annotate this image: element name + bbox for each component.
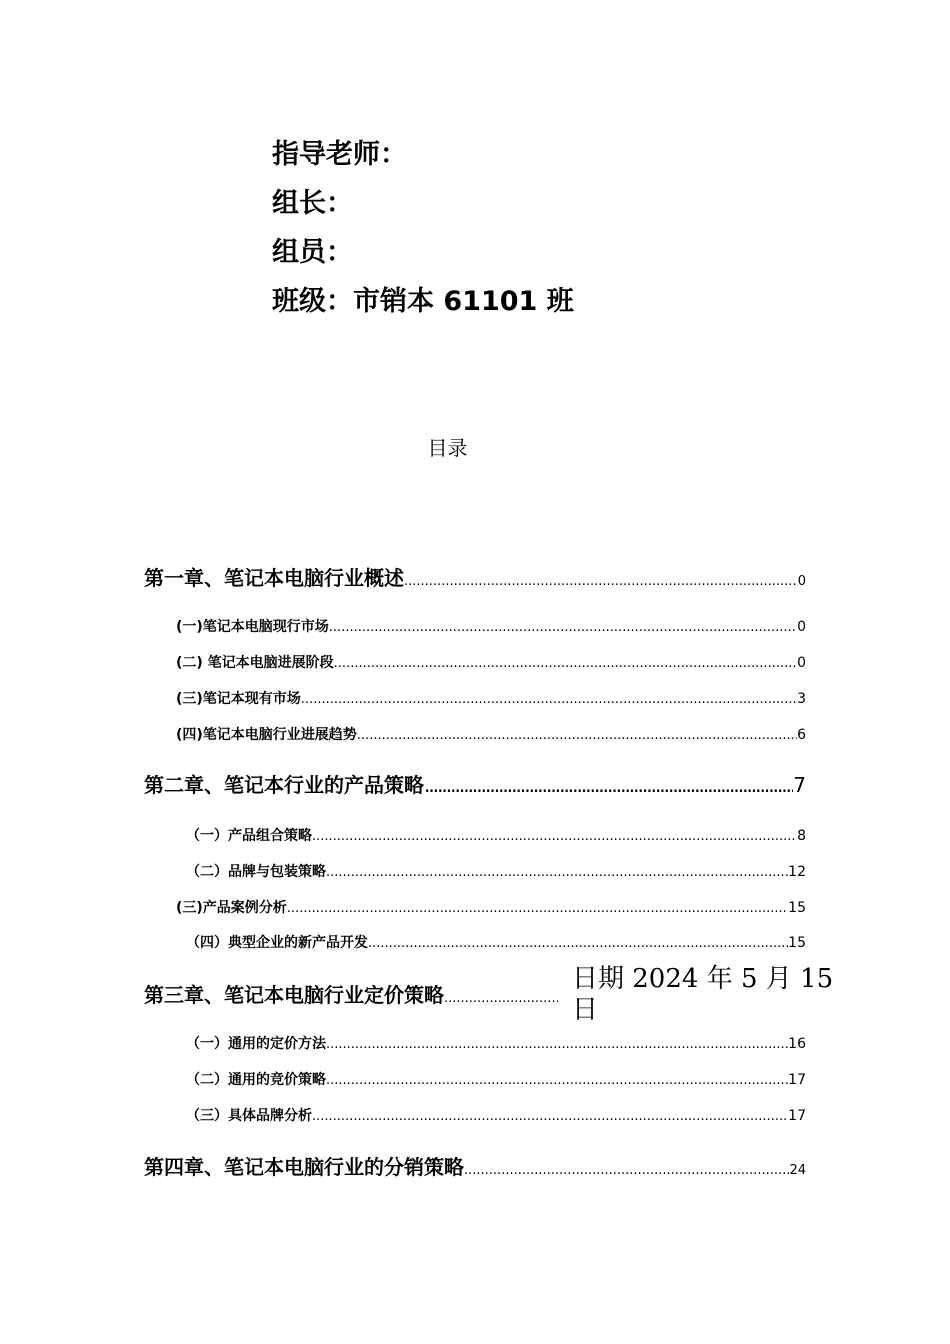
toc-leader-dots [312,829,797,844]
toc-section-2-4[interactable] [186,932,806,954]
toc-page-number: 0 [797,574,806,589]
toc-section-1-1[interactable] [176,616,806,638]
class-label: 班级：市销本 61101 班 [272,286,574,317]
toc-page-number: 24 [789,1163,806,1178]
toc-leader-dots [326,1037,788,1052]
toc-page-number: 0 [797,655,806,671]
toc-section-3-3[interactable] [186,1105,806,1127]
toc-entry-title: （二）通用的竞价策略 [186,1072,326,1088]
toc-chapter-4[interactable] [144,1151,806,1181]
toc-entry-title: (三)产品案例分析 [176,900,287,916]
toc-page-number: 16 [788,1036,806,1052]
toc-page-number: 6 [797,727,806,743]
toc-section-1-3[interactable] [176,688,806,710]
toc-entry-title: (四)笔记本电脑行业进展趋势 [176,727,357,743]
toc-entry-title: （三）具体品牌分析 [186,1108,312,1124]
toc-page-number: 3 [797,691,806,707]
date-stamp: 日期 2024 年 5 月 15 日 [572,964,834,1025]
toc-leader-dots [326,1073,788,1088]
toc-chapter-2[interactable] [144,769,806,799]
toc-entry-title: （四）典型企业的新产品开发 [186,935,368,951]
toc-page-number: 8 [797,828,806,844]
info-block [272,130,574,326]
toc-leader-dots [312,1109,788,1124]
toc-section-2-3[interactable] [176,897,806,919]
advisor-label: 指导老师： [272,139,407,170]
toc-leader-dots [368,936,788,951]
leader-label: 组长： [272,188,353,219]
toc-entry-title: (三)笔记本现有市场 [176,691,301,707]
toc-leader-dots [301,692,797,707]
toc-leader-dots [326,865,788,880]
toc-entry-title: 第四章、笔记本电脑行业的分销策略 [144,1155,464,1179]
members-label: 组员： [272,237,353,268]
toc-entry-title: （一）通用的定价方法 [186,1036,326,1052]
toc-page-number: 0 [797,619,806,635]
toc-page-number: 15 [788,935,806,951]
toc-leader-dots [424,773,793,797]
toc-section-3-1[interactable] [186,1033,806,1055]
toc-section-2-2[interactable] [186,861,806,883]
toc-leader-dots [444,991,558,1006]
toc-entry-title: (一)笔记本电脑现行市场 [176,619,329,635]
toc-leader-dots [404,574,798,589]
toc-page-number: 17 [788,1108,806,1124]
toc-entry-title: （二）品牌与包装策略 [186,864,326,880]
toc-leader-dots [357,728,797,743]
toc-leader-dots [334,656,797,671]
toc-leader-dots [464,1163,789,1178]
toc-entry-title: (二) 笔记本电脑进展阶段 [176,655,334,671]
toc-entry-title: 第二章、笔记本行业的产品策略 [144,773,424,797]
toc-entry-title: 第一章、笔记本电脑行业概述 [144,566,404,590]
toc-page-number: 15 [788,900,806,916]
toc-section-1-4[interactable] [176,724,806,746]
toc-chapter-1[interactable] [144,562,806,592]
toc-chapter-3[interactable] [144,979,558,1009]
toc-title: 目录 [427,436,468,460]
toc-page-number: 12 [788,864,806,880]
toc-section-3-2[interactable] [186,1069,806,1091]
toc-leader-dots [329,620,797,635]
toc-section-1-2[interactable] [176,652,806,674]
toc-leader-dots [287,901,788,916]
toc-entry-title: 第三章、笔记本电脑行业定价策略 [144,983,444,1007]
toc-entry-title: （一）产品组合策略 [186,828,312,844]
toc-section-2-1[interactable] [186,825,806,847]
toc-page-number: 7 [793,773,806,797]
toc-page-number: 17 [788,1072,806,1088]
